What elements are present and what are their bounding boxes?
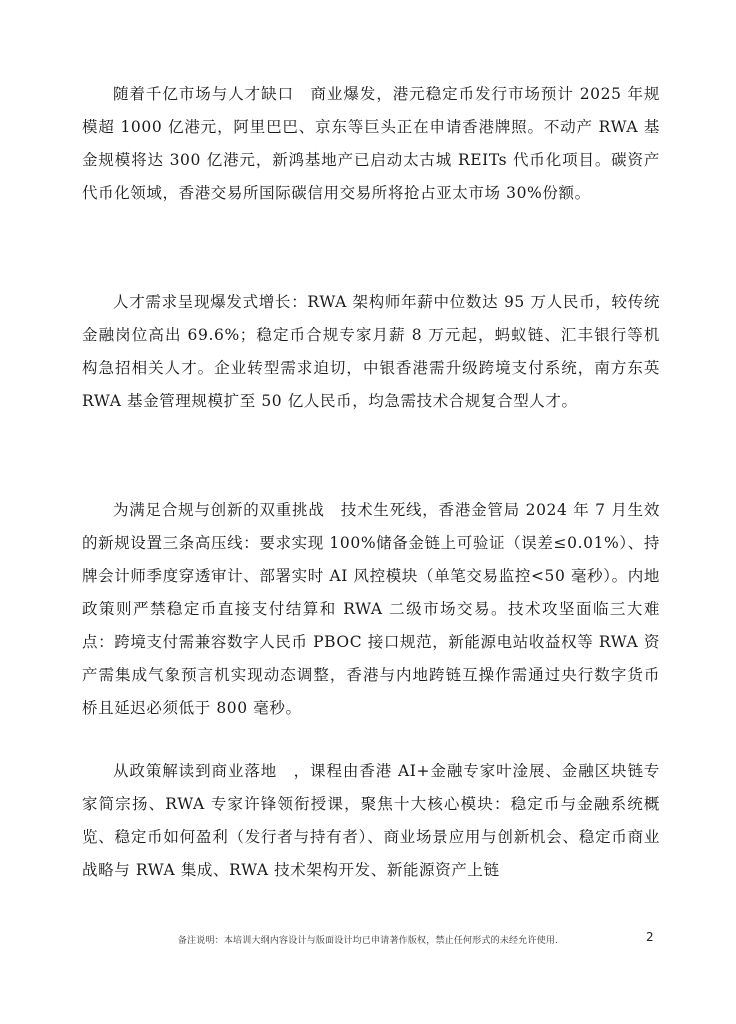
paragraph-course-overview: 从政策解读到商业落地 ，课程由香港 AI+金融专家叶淦展、金融区块链专家简宗扬、RWA 专家许锋领衔授课，聚焦十大核心模块：稳定币与金融系统概览、稳定币如何盈利（发行者与持有者）、商业场景应用与创新机会、稳定币商业战略与 RWA 集成、RWA 技术架构开发、新能源资产上链 [82,762,660,879]
paragraph-market-outlook: 随着千亿市场与人才缺口 商业爆发，港元稳定币发行市场预计 2025 年规模超 1000 亿港元，阿里巴巴、京东等巨头正在申请香港牌照。不动产 RWA 基金规模将达 300 亿港元，新鸿基地产已启动太古城 REITs 代币化项目。碳资产代币化领域，香港交易所国际碳信用交易所将抢占亚太市场 30%份额。 [82,85,660,202]
paragraph-talent-demand: 人才需求呈现爆发式增长：RWA 架构师年薪中位数达 95 万人民币，较传统金融岗位高出 69.6%；稳定币合规专家月薪 8 万元起，蚂蚁链、汇丰银行等机构急招相关人才。企业转型需求迫切，中银香港需升级跨境支付系统，南方东英 RWA 基金管理规模扩至 50 亿人民币，均急需技术合规复合型人才。 [82,293,660,410]
paragraph-compliance-challenges: 为满足合规与创新的双重挑战 技术生死线，香港金管局 2024 年 7 月生效的新规设置三条高压线：要求实现 100%储备金链上可验证（误差≤0.01%）、持牌会计师季度穿透审计、部署实时 AI 风控模块（单笔交易监控<50 毫秒）。内地政策则严禁稳定币直接支付结算和 RWA 二级市场交易。技术攻坚面临三大难点：跨境支付需兼容数字人民币 PBOC 接口规范，新能源电站收益权等 RWA 资产需集成气象预言机实现动态调整，香港与内地跨链互操作需通过央行数字货币桥且延迟必须低于 800 毫秒。 [82,501,660,717]
footer-copyright-note: 备注说明：本培训大纲内容设计与版面设计均已申请著作版权，禁止任何形式的未经允许使用. [177,936,559,946]
page-number: 2 [646,930,654,944]
